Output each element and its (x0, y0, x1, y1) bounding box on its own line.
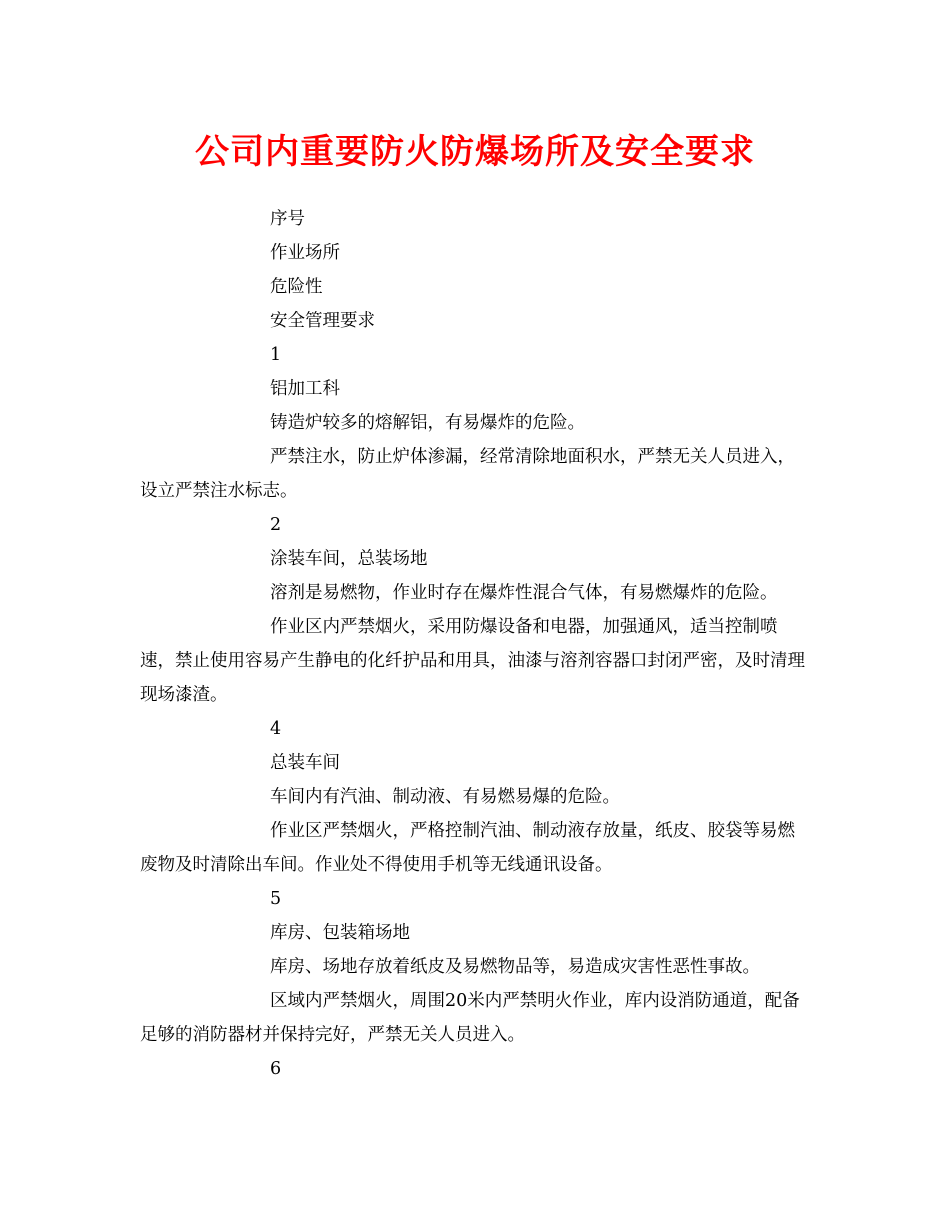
paragraph-item-number: 6 (270, 1059, 282, 1079)
paragraph-item-workplace: 库房、包装箱场地 (270, 923, 410, 943)
document-body (140, 202, 810, 1086)
document-title: 公司内重要防火防爆场所及安全要求 (195, 132, 755, 172)
paragraph-item-number: 4 (270, 719, 282, 739)
paragraph-item-workplace: 涂装车间，总装场地 (270, 549, 428, 569)
paragraph-item-number: 5 (270, 889, 282, 909)
paragraph-item-requirements: 严禁注水，防止炉体渗漏，经常清除地面积水，严禁无关人员进入，设立严禁注水标志。 (140, 447, 795, 501)
paragraph-header-workplace: 作业场所 (270, 243, 340, 263)
paragraph-item-number: 2 (270, 515, 282, 535)
paragraph-item-workplace: 总装车间 (270, 753, 340, 773)
paragraph-item-hazard: 库房、场地存放着纸皮及易燃物品等，易造成灾害性恶性事故。 (270, 957, 760, 977)
paragraph-item-requirements: 作业区严禁烟火，严格控制汽油、制动液存放量，纸皮、胶袋等易燃废物及时清除出车间。作业处不得使用手机等无线通讯设备。 (140, 821, 795, 875)
paragraph-header-number: 序号 (270, 209, 305, 229)
paragraph-item-number: 1 (270, 345, 282, 365)
paragraph-header-requirements: 安全管理要求 (270, 311, 375, 331)
paragraph-item-requirements: 区域内严禁烟火，周围20米内严禁明火作业，库内设消防通道，配备足够的消防器材并保持完好，严禁无关人员进入。 (140, 991, 800, 1045)
paragraph-item-requirements: 作业区内严禁烟火，采用防爆设备和电器，加强通风，适当控制喷速，禁止使用容易产生静电的化纤护品和用具，油漆与溶剂容器口封闭严密，及时清理现场漆渣。 (140, 617, 805, 705)
paragraph-item-hazard: 车间内有汽油、制动液、有易燃易爆的危险。 (270, 787, 620, 807)
paragraph-header-hazard: 危险性 (270, 277, 323, 297)
paragraph-item-workplace: 铝加工科 (270, 379, 340, 399)
paragraph-item-hazard: 溶剂是易燃物，作业时存在爆炸性混合气体，有易燃爆炸的危险。 (270, 583, 778, 603)
paragraph-item-hazard: 铸造炉较多的熔解铝，有易爆炸的危险。 (270, 413, 585, 433)
